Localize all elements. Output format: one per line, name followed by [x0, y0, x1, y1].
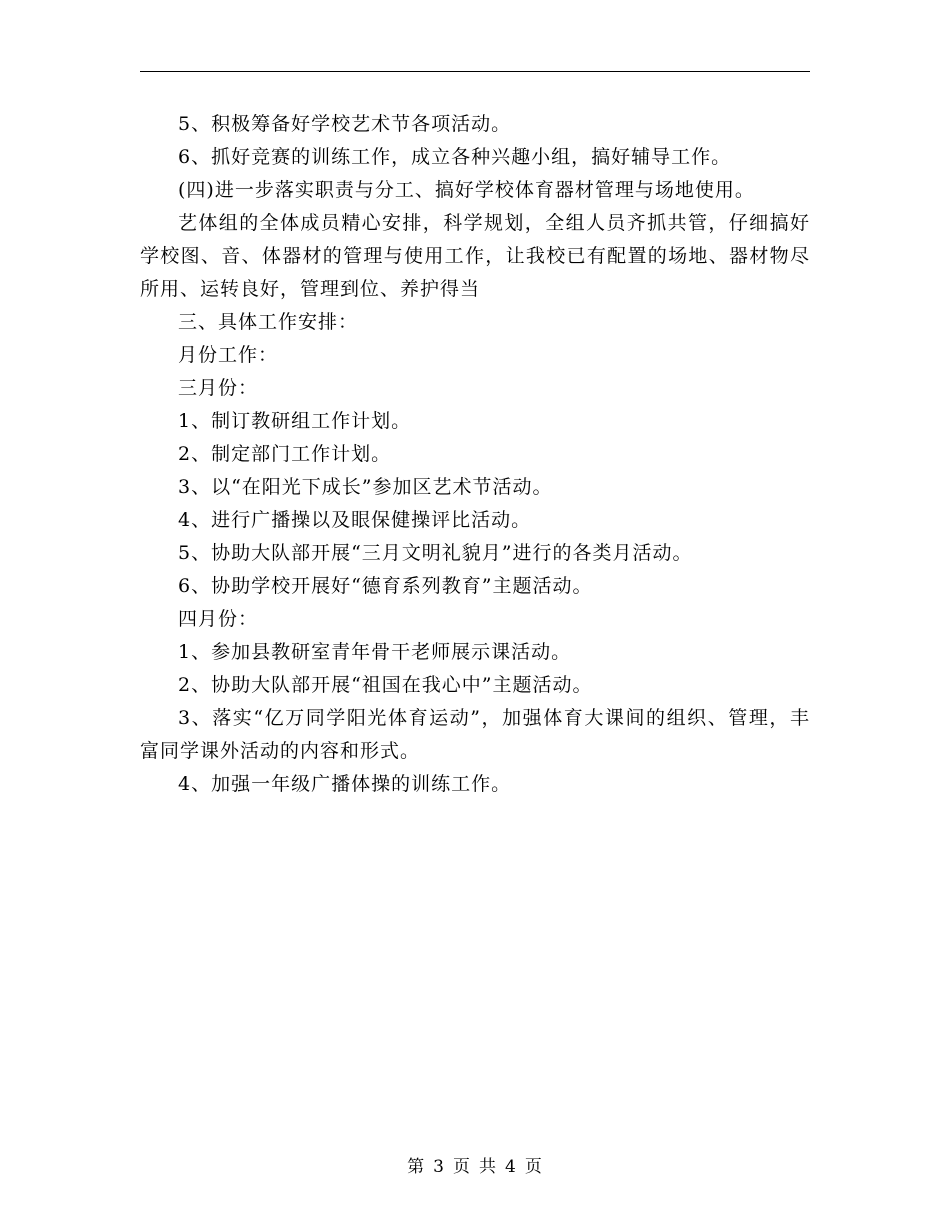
paragraph-18: 4、加强一年级广播体操的训练工作。: [178, 773, 512, 795]
paragraph-12: 5、协助大队部开展“三月文明礼貌月”进行的各类月活动。: [178, 542, 693, 564]
paragraph-9: 2、制定部门工作计划。: [178, 443, 392, 465]
footer-prefix: 第: [407, 1157, 426, 1177]
paragraph-15: 1、参加县教研室青年骨干老师展示课活动。: [178, 641, 572, 663]
header-rule: [140, 71, 810, 72]
footer-current-page: 3: [433, 1157, 445, 1177]
paragraph-7: 三月份：: [178, 377, 259, 399]
paragraph-14: 四月份：: [178, 608, 259, 630]
footer-page-word: 页: [453, 1157, 471, 1177]
paragraph-11: 4、进行广播操以及眼保健操评比活动。: [178, 509, 532, 531]
document-body: [140, 108, 810, 801]
paragraph-10: 3、以“在阳光下成长”参加区艺术节活动。: [178, 476, 553, 498]
paragraph-5: 三、具体工作安排：: [178, 311, 359, 333]
footer-total-pages: 4: [505, 1157, 517, 1177]
paragraph-6: 月份工作：: [178, 344, 279, 366]
paragraph-4: 艺体组的全体成员精心安排，科学规划，全组人员齐抓共管，仔细搞好学校图、音、体器材的管理与使用工作，让我校已有配置的场地、器材物尽所用、运转良好，管理到位、养护得当: [140, 212, 810, 300]
paragraph-1: 5、积极筹备好学校艺术节各项活动。: [178, 113, 512, 135]
paragraph-3: (四)进一步落实职责与分工、搞好学校体育器材管理与场地使用。: [178, 179, 755, 201]
footer-suffix: 页: [524, 1157, 543, 1177]
paragraph-16: 2、协助大队部开展“祖国在我心中”主题活动。: [178, 674, 593, 696]
footer-total-word: 共: [479, 1157, 497, 1177]
page-footer: [0, 1152, 950, 1177]
paragraph-17: 3、落实“亿万同学阳光体育运动”，加强体育大课间的组织、管理，丰富同学课外活动的内容和形式。: [140, 707, 810, 762]
paragraph-13: 6、协助学校开展好“德育系列教育”主题活动。: [178, 575, 593, 597]
paragraph-2: 6、抓好竞赛的训练工作，成立各种兴趣小组，搞好辅导工作。: [178, 146, 732, 168]
paragraph-8: 1、制订教研组工作计划。: [178, 410, 412, 432]
